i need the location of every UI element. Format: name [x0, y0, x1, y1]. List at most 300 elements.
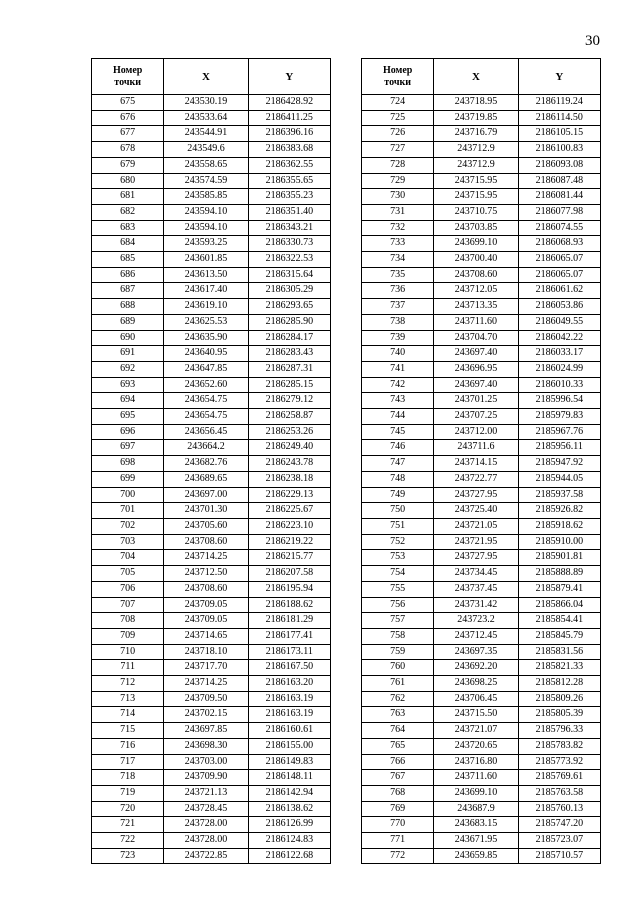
- point-number-cell: 752: [362, 534, 434, 550]
- x-cell: 243728.00: [164, 817, 248, 833]
- table-row: [92, 487, 331, 503]
- table-row: [92, 377, 331, 393]
- point-number-cell: 751: [362, 518, 434, 534]
- point-number-cell: 699: [92, 471, 164, 487]
- y-cell: 2186163.19: [248, 691, 330, 707]
- x-cell: 243715.95: [434, 189, 518, 205]
- point-number-cell: 737: [362, 299, 434, 315]
- table-row: [92, 314, 331, 330]
- table-row: [362, 487, 601, 503]
- y-cell: 2185888.89: [518, 566, 600, 582]
- y-cell: 2186024.99: [518, 361, 600, 377]
- x-cell: 243701.30: [164, 503, 248, 519]
- y-cell: 2186351.40: [248, 204, 330, 220]
- x-cell: 243654.75: [164, 409, 248, 425]
- point-number-cell: 742: [362, 377, 434, 393]
- table-row: [92, 738, 331, 754]
- point-number-cell: 721: [92, 817, 164, 833]
- point-number-header: Номер точки: [92, 59, 164, 95]
- y-cell: 2186042.22: [518, 330, 600, 346]
- y-cell: 2185947.92: [518, 456, 600, 472]
- y-cell: 2186077.98: [518, 204, 600, 220]
- point-number-cell: 748: [362, 471, 434, 487]
- x-cell: 243656.45: [164, 424, 248, 440]
- table-row: [92, 691, 331, 707]
- y-cell: 2186065.07: [518, 252, 600, 268]
- table-row: [92, 503, 331, 519]
- point-number-cell: 766: [362, 754, 434, 770]
- y-cell: 2186285.90: [248, 314, 330, 330]
- point-number-cell: 722: [92, 833, 164, 849]
- y-cell: 2186287.31: [248, 361, 330, 377]
- table-row: [362, 518, 601, 534]
- point-number-cell: 712: [92, 676, 164, 692]
- y-cell: 2185926.82: [518, 503, 600, 519]
- point-number-cell: 728: [362, 157, 434, 173]
- x-cell: 243728.45: [164, 801, 248, 817]
- table-header-row: [362, 59, 601, 95]
- point-number-cell: 765: [362, 738, 434, 754]
- x-cell: 243701.25: [434, 393, 518, 409]
- table-row: [92, 534, 331, 550]
- y-cell: 2185854.41: [518, 613, 600, 629]
- point-number-cell: 741: [362, 361, 434, 377]
- y-cell: 2186148.11: [248, 770, 330, 786]
- x-cell: 243715.95: [434, 173, 518, 189]
- point-number-cell: 681: [92, 189, 164, 205]
- x-cell: 243705.60: [164, 518, 248, 534]
- x-cell: 243533.64: [164, 110, 248, 126]
- y-cell: 2185879.41: [518, 581, 600, 597]
- table-row: [362, 456, 601, 472]
- x-cell: 243710.75: [434, 204, 518, 220]
- y-cell: 2186343.21: [248, 220, 330, 236]
- point-number-cell: 715: [92, 723, 164, 739]
- point-number-cell: 753: [362, 550, 434, 566]
- point-number-cell: 716: [92, 738, 164, 754]
- table-row: [362, 566, 601, 582]
- table-row: [92, 785, 331, 801]
- point-number-cell: 729: [362, 173, 434, 189]
- x-cell: 243714.65: [164, 628, 248, 644]
- point-number-cell: 695: [92, 409, 164, 425]
- y-cell: 2186087.48: [518, 173, 600, 189]
- point-number-cell: 679: [92, 157, 164, 173]
- y-cell: 2186081.44: [518, 189, 600, 205]
- y-cell: 2185967.76: [518, 424, 600, 440]
- table-row: [362, 785, 601, 801]
- point-number-header: Номер точки: [362, 59, 434, 95]
- table-row: [362, 440, 601, 456]
- y-cell: 2186061.62: [518, 283, 600, 299]
- point-number-cell: 756: [362, 597, 434, 613]
- point-number-cell: 734: [362, 252, 434, 268]
- x-cell: 243718.10: [164, 644, 248, 660]
- point-number-cell: 761: [362, 676, 434, 692]
- x-cell: 243708.60: [164, 581, 248, 597]
- x-cell: 243697.00: [164, 487, 248, 503]
- table-row: [92, 518, 331, 534]
- point-number-cell: 706: [92, 581, 164, 597]
- point-number-cell: 718: [92, 770, 164, 786]
- x-cell: 243715.50: [434, 707, 518, 723]
- y-cell: 2186068.93: [518, 236, 600, 252]
- x-cell: 243719.85: [434, 110, 518, 126]
- table-row: [362, 597, 601, 613]
- y-cell: 2186253.26: [248, 424, 330, 440]
- x-cell: 243625.53: [164, 314, 248, 330]
- x-cell: 243613.50: [164, 267, 248, 283]
- x-cell: 243619.10: [164, 299, 248, 315]
- y-cell: 2186285.15: [248, 377, 330, 393]
- y-cell: 2185710.57: [518, 848, 600, 864]
- table-row: [362, 471, 601, 487]
- y-cell: 2185979.83: [518, 409, 600, 425]
- table-row: [362, 377, 601, 393]
- y-cell: 2186219.22: [248, 534, 330, 550]
- y-cell: 2186114.50: [518, 110, 600, 126]
- y-cell: 2185901.81: [518, 550, 600, 566]
- table-row: [92, 440, 331, 456]
- y-cell: 2186124.83: [248, 833, 330, 849]
- table-row: [362, 409, 601, 425]
- x-cell: 243707.25: [434, 409, 518, 425]
- y-cell: 2185910.00: [518, 534, 600, 550]
- table-row: [362, 220, 601, 236]
- y-cell: 2186223.10: [248, 518, 330, 534]
- x-cell: 243714.15: [434, 456, 518, 472]
- table-row: [362, 801, 601, 817]
- point-number-cell: 714: [92, 707, 164, 723]
- x-cell: 243709.50: [164, 691, 248, 707]
- table-row: [92, 346, 331, 362]
- x-cell: 243635.90: [164, 330, 248, 346]
- x-cell: 243723.2: [434, 613, 518, 629]
- x-cell: 243530.19: [164, 95, 248, 111]
- x-cell: 243712.9: [434, 142, 518, 158]
- x-cell: 243709.05: [164, 613, 248, 629]
- point-number-cell: 762: [362, 691, 434, 707]
- table-row: [362, 142, 601, 158]
- y-cell: 2186149.83: [248, 754, 330, 770]
- x-cell: 243716.79: [434, 126, 518, 142]
- x-cell: 243712.50: [164, 566, 248, 582]
- table-row: [92, 848, 331, 864]
- table-row: [362, 581, 601, 597]
- point-number-cell: 680: [92, 173, 164, 189]
- point-number-cell: 688: [92, 299, 164, 315]
- x-cell: 243574.59: [164, 173, 248, 189]
- table-row: [362, 283, 601, 299]
- point-number-cell: 767: [362, 770, 434, 786]
- x-cell: 243698.25: [434, 676, 518, 692]
- y-cell: 2186155.00: [248, 738, 330, 754]
- table-row: [92, 393, 331, 409]
- table-row: [362, 252, 601, 268]
- table-row: [92, 581, 331, 597]
- y-cell: 2185821.33: [518, 660, 600, 676]
- table-row: [362, 267, 601, 283]
- x-cell: 243725.40: [434, 503, 518, 519]
- table-row: [92, 817, 331, 833]
- table-row: [362, 314, 601, 330]
- table-row: [362, 833, 601, 849]
- table-row: [92, 660, 331, 676]
- table-row: [362, 424, 601, 440]
- x-cell: 243697.85: [164, 723, 248, 739]
- point-number-cell: 676: [92, 110, 164, 126]
- coordinates-table-left: [91, 58, 331, 864]
- y-cell: 2186293.65: [248, 299, 330, 315]
- x-cell: 243727.95: [434, 550, 518, 566]
- x-cell: 243659.85: [434, 848, 518, 864]
- table-row: [362, 738, 601, 754]
- y-cell: 2186010.33: [518, 377, 600, 393]
- x-cell: 243671.95: [434, 833, 518, 849]
- x-cell: 243549.6: [164, 142, 248, 158]
- x-cell: 243585.85: [164, 189, 248, 205]
- point-number-cell: 690: [92, 330, 164, 346]
- table-row: [362, 644, 601, 660]
- table-row: [92, 283, 331, 299]
- point-number-cell: 684: [92, 236, 164, 252]
- y-cell: 2185866.04: [518, 597, 600, 613]
- point-number-cell: 735: [362, 267, 434, 283]
- y-cell: 2185831.56: [518, 644, 600, 660]
- y-cell: 2186249.40: [248, 440, 330, 456]
- point-number-cell: 763: [362, 707, 434, 723]
- x-header: X: [164, 59, 248, 95]
- y-cell: 2186049.55: [518, 314, 600, 330]
- point-number-cell: 731: [362, 204, 434, 220]
- y-cell: 2186053.86: [518, 299, 600, 315]
- point-number-cell: 733: [362, 236, 434, 252]
- x-cell: 243652.60: [164, 377, 248, 393]
- x-cell: 243711.6: [434, 440, 518, 456]
- point-number-cell: 736: [362, 283, 434, 299]
- point-number-cell: 701: [92, 503, 164, 519]
- table-row: [92, 299, 331, 315]
- y-cell: 2186207.58: [248, 566, 330, 582]
- table-row: [92, 628, 331, 644]
- y-cell: 2186126.99: [248, 817, 330, 833]
- point-number-cell: 694: [92, 393, 164, 409]
- table-row: [362, 236, 601, 252]
- y-cell: 2186167.50: [248, 660, 330, 676]
- y-cell: 2186396.16: [248, 126, 330, 142]
- table-row: [362, 613, 601, 629]
- y-header: Y: [248, 59, 330, 95]
- x-cell: 243721.95: [434, 534, 518, 550]
- y-cell: 2186142.94: [248, 785, 330, 801]
- x-cell: 243721.07: [434, 723, 518, 739]
- table-row: [92, 833, 331, 849]
- point-number-cell: 678: [92, 142, 164, 158]
- x-cell: 243703.85: [434, 220, 518, 236]
- point-number-cell: 744: [362, 409, 434, 425]
- point-number-cell: 689: [92, 314, 164, 330]
- point-number-cell: 759: [362, 644, 434, 660]
- x-cell: 243703.00: [164, 754, 248, 770]
- y-cell: 2185760.13: [518, 801, 600, 817]
- point-number-cell: 687: [92, 283, 164, 299]
- table-row: [92, 707, 331, 723]
- x-cell: 243714.25: [164, 550, 248, 566]
- point-number-cell: 743: [362, 393, 434, 409]
- point-number-cell: 771: [362, 833, 434, 849]
- table-row: [92, 189, 331, 205]
- point-number-cell: 770: [362, 817, 434, 833]
- point-number-cell: 710: [92, 644, 164, 660]
- table-row: [92, 550, 331, 566]
- y-cell: 2186305.29: [248, 283, 330, 299]
- table-row: [362, 691, 601, 707]
- x-cell: 243708.60: [434, 267, 518, 283]
- y-header: Y: [518, 59, 600, 95]
- page-number: 30: [585, 33, 600, 49]
- table-header-row: [92, 59, 331, 95]
- x-cell: 243544.91: [164, 126, 248, 142]
- table-row: [92, 754, 331, 770]
- y-cell: 2186355.65: [248, 173, 330, 189]
- table-row: [92, 424, 331, 440]
- point-number-cell: 686: [92, 267, 164, 283]
- point-number-cell: 768: [362, 785, 434, 801]
- table-row: [92, 236, 331, 252]
- point-number-cell: 692: [92, 361, 164, 377]
- table-row: [92, 267, 331, 283]
- point-number-cell: 683: [92, 220, 164, 236]
- y-cell: 2186215.77: [248, 550, 330, 566]
- x-cell: 243698.30: [164, 738, 248, 754]
- point-number-cell: 772: [362, 848, 434, 864]
- table-row: [362, 628, 601, 644]
- table-row: [92, 471, 331, 487]
- point-number-cell: 713: [92, 691, 164, 707]
- table-row: [92, 142, 331, 158]
- y-cell: 2185812.28: [518, 676, 600, 692]
- table-row: [92, 723, 331, 739]
- x-cell: 243594.10: [164, 204, 248, 220]
- x-cell: 243711.60: [434, 770, 518, 786]
- y-cell: 2185796.33: [518, 723, 600, 739]
- y-cell: 2186315.64: [248, 267, 330, 283]
- x-cell: 243683.15: [434, 817, 518, 833]
- x-cell: 243716.80: [434, 754, 518, 770]
- table-row: [362, 503, 601, 519]
- y-cell: 2186243.78: [248, 456, 330, 472]
- x-cell: 243601.85: [164, 252, 248, 268]
- table-row: [362, 204, 601, 220]
- table-row: [362, 299, 601, 315]
- point-number-cell: 703: [92, 534, 164, 550]
- table-row: [362, 361, 601, 377]
- x-cell: 243692.20: [434, 660, 518, 676]
- point-number-cell: 769: [362, 801, 434, 817]
- point-number-cell: 704: [92, 550, 164, 566]
- point-number-cell: 711: [92, 660, 164, 676]
- x-header: X: [434, 59, 518, 95]
- table-row: [362, 393, 601, 409]
- table-row: [362, 676, 601, 692]
- point-number-cell: 740: [362, 346, 434, 362]
- y-cell: 2186105.15: [518, 126, 600, 142]
- table-row: [362, 770, 601, 786]
- y-cell: 2186138.62: [248, 801, 330, 817]
- y-cell: 2186119.24: [518, 95, 600, 111]
- y-cell: 2186100.83: [518, 142, 600, 158]
- table-row: [92, 110, 331, 126]
- x-cell: 243697.35: [434, 644, 518, 660]
- table-row: [92, 676, 331, 692]
- point-number-cell: 725: [362, 110, 434, 126]
- y-cell: 2186173.11: [248, 644, 330, 660]
- x-cell: 243709.05: [164, 597, 248, 613]
- point-number-cell: 717: [92, 754, 164, 770]
- y-cell: 2186284.17: [248, 330, 330, 346]
- x-cell: 243699.10: [434, 236, 518, 252]
- x-cell: 243689.65: [164, 471, 248, 487]
- point-number-cell: 760: [362, 660, 434, 676]
- point-number-cell: 696: [92, 424, 164, 440]
- table-row: [362, 330, 601, 346]
- x-cell: 243699.10: [434, 785, 518, 801]
- y-cell: 2186188.62: [248, 597, 330, 613]
- x-cell: 243718.95: [434, 95, 518, 111]
- x-cell: 243709.90: [164, 770, 248, 786]
- x-cell: 243706.45: [434, 691, 518, 707]
- point-number-cell: 746: [362, 440, 434, 456]
- x-cell: 243640.95: [164, 346, 248, 362]
- point-number-cell: 745: [362, 424, 434, 440]
- table-row: [362, 173, 601, 189]
- x-cell: 243697.40: [434, 377, 518, 393]
- x-cell: 243654.75: [164, 393, 248, 409]
- point-number-cell: 757: [362, 613, 434, 629]
- x-cell: 243731.42: [434, 597, 518, 613]
- x-cell: 243714.25: [164, 676, 248, 692]
- table-row: [362, 157, 601, 173]
- x-cell: 243594.10: [164, 220, 248, 236]
- point-number-cell: 685: [92, 252, 164, 268]
- y-cell: 2186093.08: [518, 157, 600, 173]
- point-number-cell: 754: [362, 566, 434, 582]
- point-number-cell: 764: [362, 723, 434, 739]
- y-cell: 2186160.61: [248, 723, 330, 739]
- point-number-cell: 682: [92, 204, 164, 220]
- table-row: [92, 597, 331, 613]
- x-cell: 243682.76: [164, 456, 248, 472]
- point-number-cell: 698: [92, 456, 164, 472]
- y-cell: 2186279.12: [248, 393, 330, 409]
- point-number-cell: 758: [362, 628, 434, 644]
- y-cell: 2185773.92: [518, 754, 600, 770]
- table-row: [362, 660, 601, 676]
- x-cell: 243700.40: [434, 252, 518, 268]
- y-cell: 2185723.07: [518, 833, 600, 849]
- table-row: [92, 409, 331, 425]
- x-cell: 243712.45: [434, 628, 518, 644]
- y-cell: 2186355.23: [248, 189, 330, 205]
- y-cell: 2186229.13: [248, 487, 330, 503]
- table-row: [92, 157, 331, 173]
- point-number-cell: 702: [92, 518, 164, 534]
- x-cell: 243728.00: [164, 833, 248, 849]
- table-row: [362, 534, 601, 550]
- point-number-cell: 709: [92, 628, 164, 644]
- y-cell: 2185783.82: [518, 738, 600, 754]
- x-cell: 243711.60: [434, 314, 518, 330]
